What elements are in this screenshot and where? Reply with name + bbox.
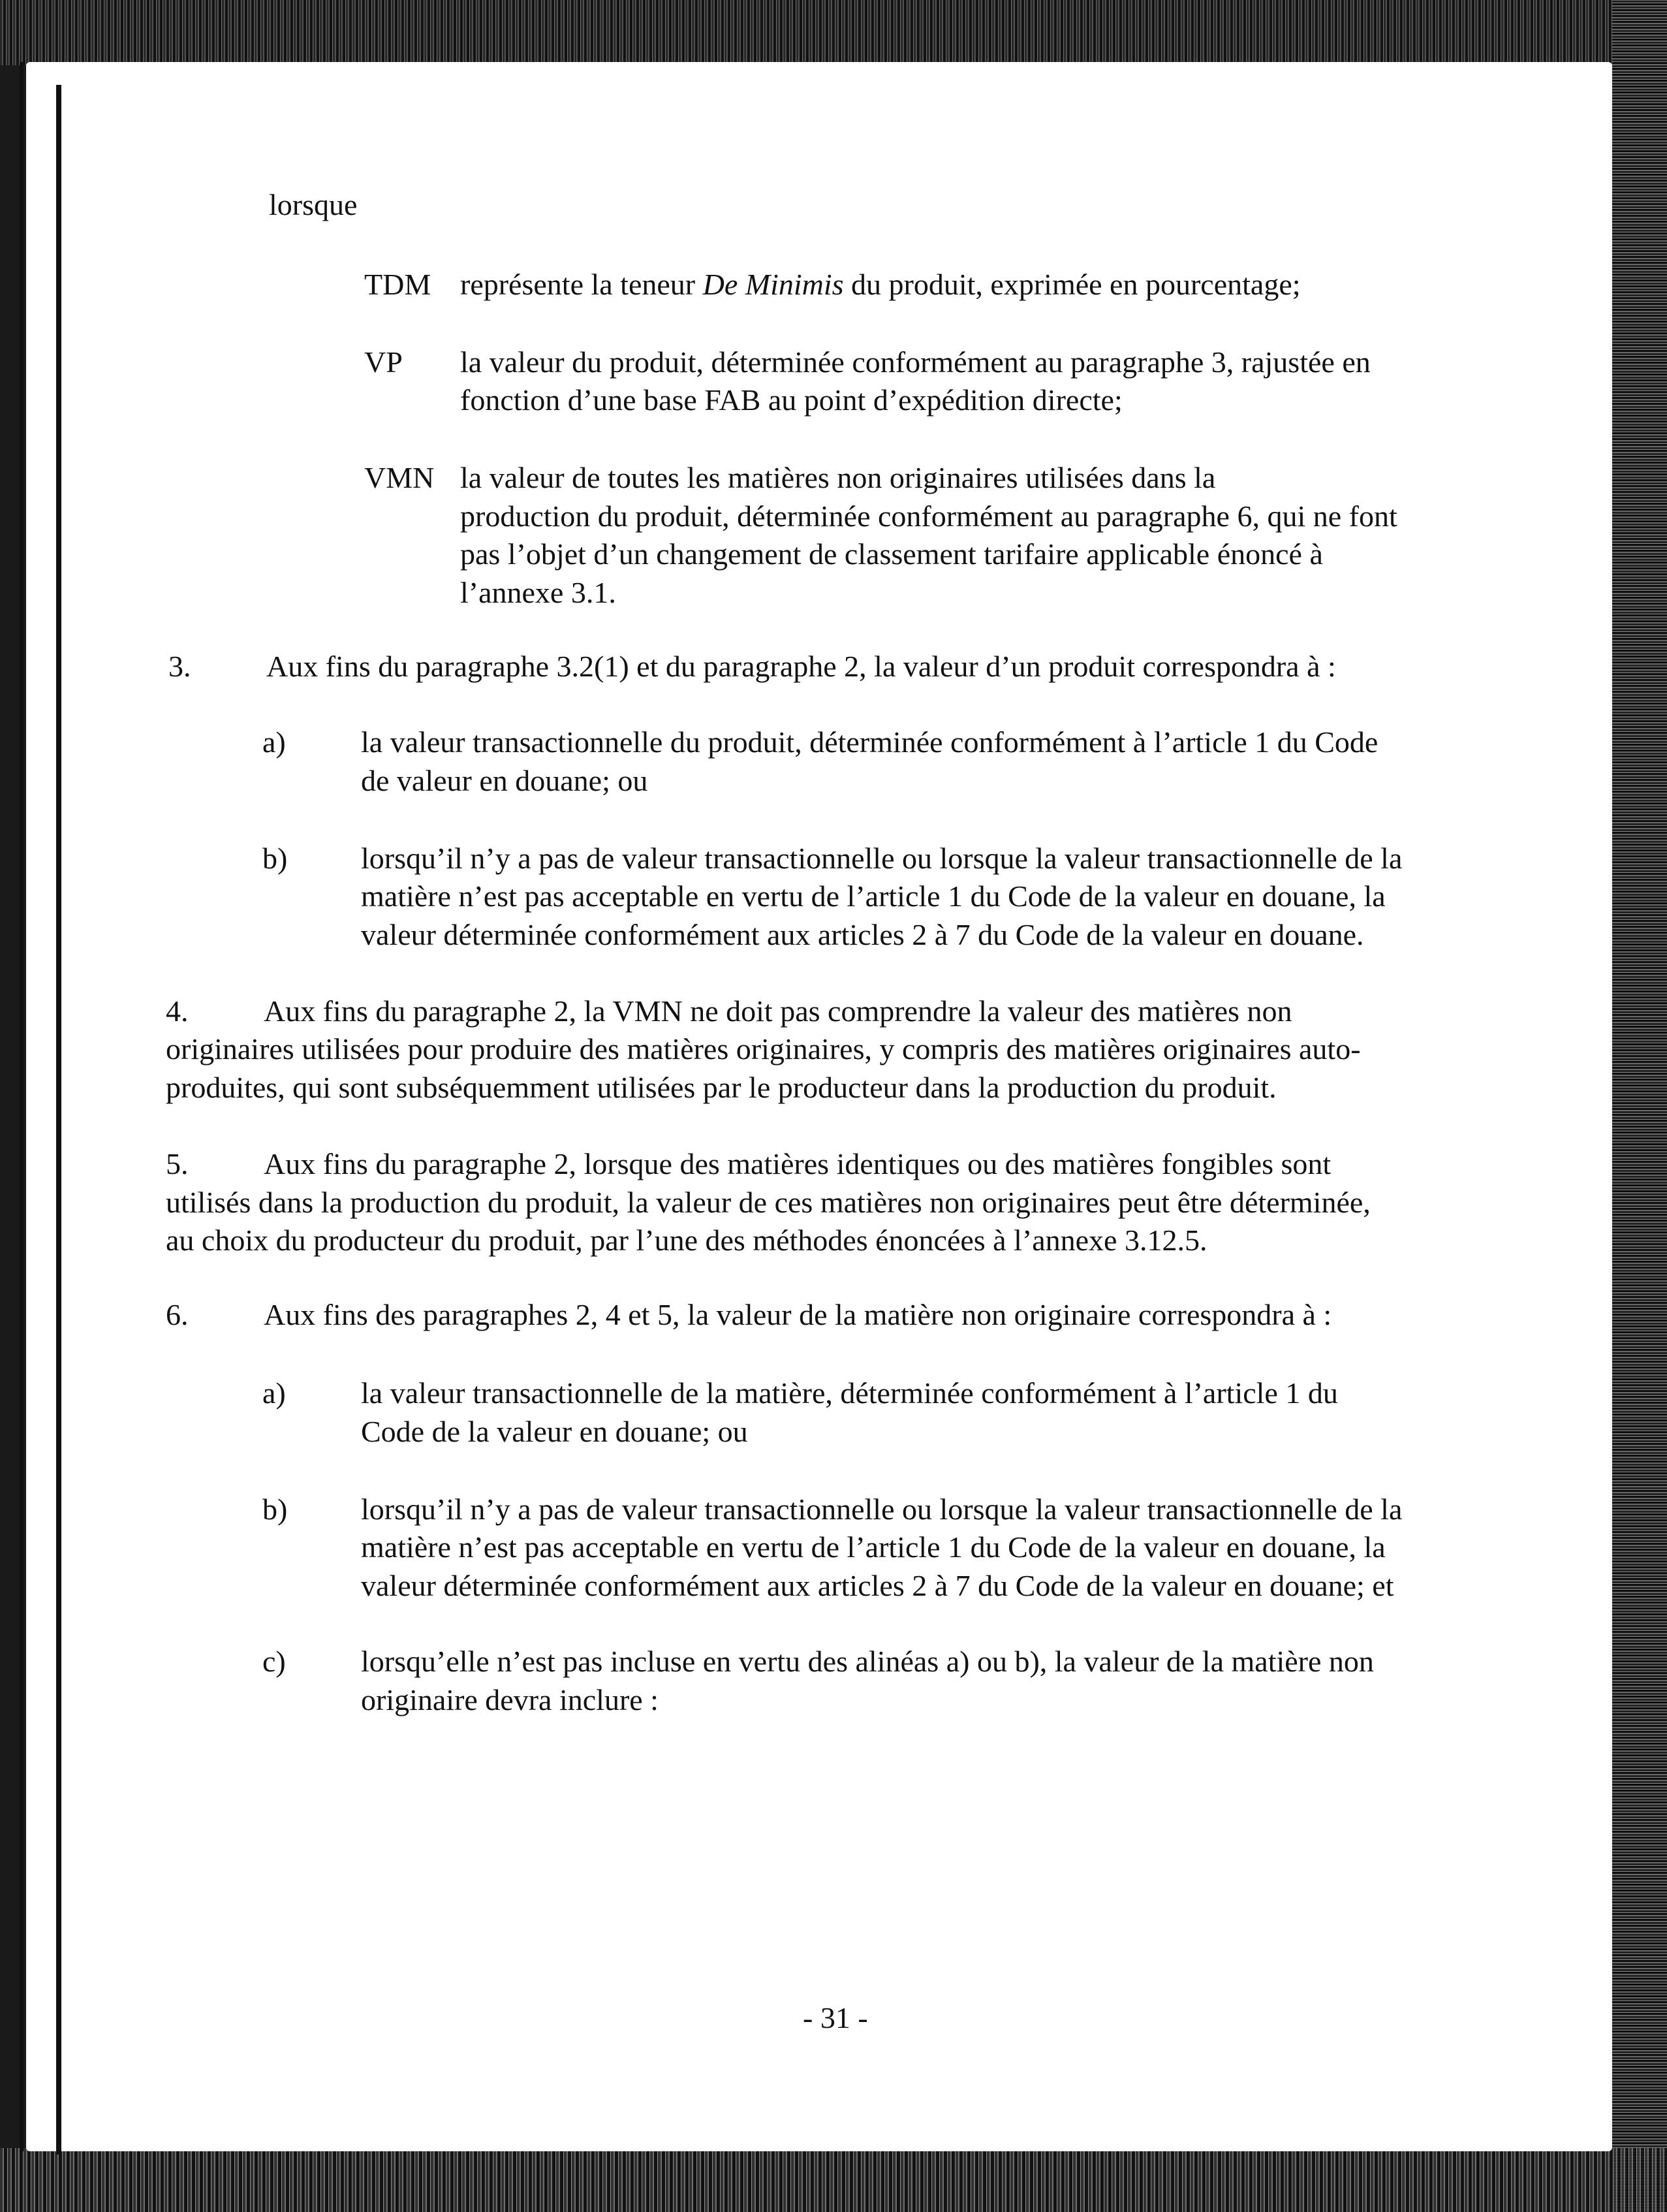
definition-line: la valeur du produit, déterminée conformément au paragraphe 3, rajustée en [460,345,1371,379]
item-line: la valeur transactionnelle du produit, déterminée conformément à l’article 1 du Code [361,725,1379,759]
item-label: c) [262,1645,286,1678]
definition-line: production du produit, déterminée conformément au paragraphe 6, qui ne font [460,499,1397,533]
item-line: lorsqu’il n’y a pas de valeur transactionnelle ou lorsque la valeur transactionnelle de la [361,842,1403,875]
paragraph-line: au choix du producteur du produit, par l’une des méthodes énoncées à l’annexe 3.12.5. [166,1224,1207,1257]
item-label: b) [262,842,288,875]
paragraph-line: originaires utilisées pour produire des matières originaires, y compris des matières originaires auto- [166,1032,1361,1066]
item-label: a) [262,1376,286,1410]
definition-term-vmn: VMN [364,461,435,494]
item-line: lorsqu’il n’y a pas de valeur transactionnelle ou lorsque la valeur transactionnelle de la [361,1493,1403,1526]
item-label: a) [262,725,286,759]
item-line: matière n’est pas acceptable en vertu de l’article 1 du Code de la valeur en douane, la [361,1530,1386,1564]
binding-edge-inner [56,85,61,2155]
item-line: valeur déterminée conformément aux articles 2 à 7 du Code de la valeur en douane. [361,918,1364,951]
paragraph-number-5: 5. [166,1147,189,1180]
definition-term-tdm: TDM [364,268,431,301]
intro-word: lorsque [269,188,358,221]
definition-term-vp: VP [364,345,403,379]
paragraph-6-text: Aux fins des paragraphes 2, 4 et 5, la valeur de la matière non originaire correspondra à : [264,1298,1332,1331]
paragraph-line: produites, qui sont subséquemment utilisées par le producteur dans la production du produit. [166,1071,1277,1104]
item-line: originaire devra inclure : [361,1683,659,1716]
page-number: - 31 - [803,2001,868,2034]
paragraph-line: utilisés dans la production du produit, la valeur de ces matières non originaires peut être déterminée, [166,1186,1371,1219]
paragraph-line: Aux fins du paragraphe 2, la VMN ne doit pas comprendre la valeur des matières non [264,994,1292,1028]
scan-border-top [0,0,1667,65]
definition-line: la valeur de toutes les matières non originaires utilisées dans la [460,461,1216,494]
definition-line: pas l’objet d’un changement de classement tarifaire applicable énoncé à [460,537,1323,571]
binding-edge-outer [20,62,23,2151]
definition-line: l’annexe 3.1. [460,576,616,609]
definition-line: fonction d’une base FAB au point d’expédition directe; [460,383,1123,417]
paragraph-line: Aux fins du paragraphe 2, lorsque des matières identiques ou des matières fongibles sont [264,1147,1332,1180]
item-line: valeur déterminée conformément aux articles 2 à 7 du Code de la valeur en douane; et [361,1569,1394,1602]
paragraph-3-text: Aux fins du paragraphe 3.2(1) et du paragraphe 2, la valeur d’un produit correspondra à : [266,650,1336,683]
scan-border-right [1612,0,1667,2212]
item-line: lorsqu’elle n’est pas incluse en vertu des alinéas a) ou b), la valeur de la matière non [361,1645,1374,1678]
definition-text-tdm: représente la teneur De Minimis du produit, exprimée en pourcentage; [460,268,1301,301]
item-label: b) [262,1493,288,1526]
item-line: matière n’est pas acceptable en vertu de l’article 1 du Code de la valeur en douane, la [361,879,1386,913]
scan-border-bottom [0,2148,1667,2212]
item-line: Code de la valeur en douane; ou [361,1415,748,1448]
item-line: de valeur en douane; ou [361,764,648,797]
item-line: la valeur transactionnelle de la matière, déterminée conformément à l’article 1 du [361,1376,1338,1410]
paragraph-number-6: 6. [166,1298,189,1331]
paragraph-number-3: 3. [168,650,191,683]
paragraph-number-4: 4. [166,994,189,1028]
